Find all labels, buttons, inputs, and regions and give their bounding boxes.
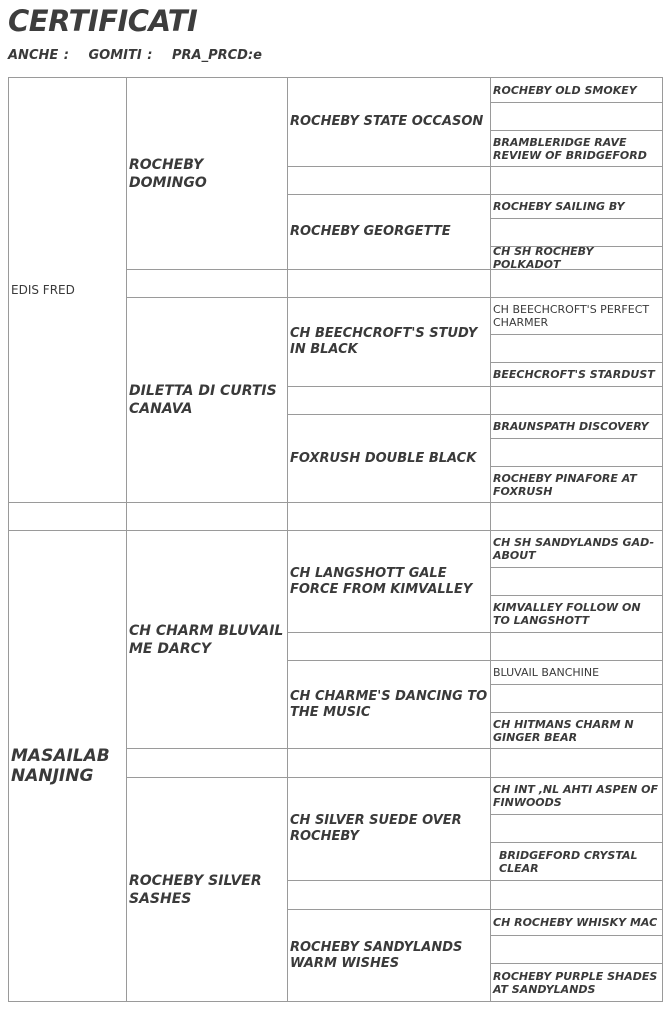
empty-cell	[126, 748, 288, 778]
dam-name: MASAILAB NANJING	[11, 746, 110, 786]
empty-cell	[126, 269, 288, 298]
dam-sire-name: CH CHARM BLUVAIL ME DARCY	[129, 622, 284, 657]
dd-sire-cell	[287, 777, 491, 881]
empty-cell	[490, 386, 663, 415]
empty-cell	[287, 502, 491, 531]
g4-cell	[490, 130, 663, 167]
g4-cell	[490, 414, 663, 439]
empty-cell	[490, 814, 663, 843]
ancestor-name: BRAMBLERIDGE RAVE REVIEW OF BRIDGEFORD	[493, 135, 647, 162]
ancestor-name: CH SH ROCHEBY POLKADOT	[493, 246, 594, 270]
ancestor-name: CH ROCHEBY WHISKY MAC	[493, 916, 658, 929]
empty-cell	[287, 386, 491, 415]
ancestor-name: CH BEECHCROFT'S PERFECT CHARMER	[493, 303, 650, 329]
empty-cell	[8, 502, 127, 531]
g4-cell	[490, 77, 663, 103]
ancestor-name: BRAUNSPATH DISCOVERY	[493, 420, 649, 433]
empty-cell	[490, 218, 663, 247]
empty-cell	[490, 502, 663, 531]
empty-cell	[490, 269, 663, 298]
sire-cell	[8, 77, 127, 503]
empty-cell	[490, 935, 663, 964]
elbows-label: GOMITI :	[88, 48, 153, 63]
hips-label: ANCHE :	[8, 48, 69, 63]
health-info	[8, 48, 262, 63]
empty-cell	[490, 748, 663, 778]
g4-cell	[490, 194, 663, 219]
g4-cell	[490, 963, 663, 1002]
dam-cell	[8, 530, 127, 1002]
empty-cell	[126, 502, 288, 531]
ancestor-name: CH INT ,NL AHTI ASPEN OF FINWOODS	[493, 783, 659, 809]
g4-cell	[490, 246, 663, 270]
empty-cell	[287, 880, 491, 910]
ancestor-name: CH SH SANDYLANDS GAD-ABOUT	[493, 536, 655, 562]
pra-label: PRA_PRCD:e	[171, 48, 262, 63]
sd-sire-cell	[287, 297, 491, 387]
dam-dam-name: ROCHEBY SILVER SASHES	[129, 872, 262, 907]
empty-cell	[490, 102, 663, 131]
ancestor-name: CH HITMANS CHARM N GINGER BEAR	[493, 717, 634, 744]
empty-cell	[287, 269, 491, 298]
empty-cell	[490, 438, 663, 467]
ancestor-name: ROCHEBY OLD SMOKEY	[493, 83, 637, 97]
empty-cell	[490, 567, 663, 596]
dd-sire-name: CH SILVER SUEDE OVER ROCHEBY	[290, 813, 462, 844]
ss-sire-name: ROCHEBY STATE OCCASON	[290, 114, 484, 129]
dd-dam-name: ROCHEBY SANDYLANDS WARM WISHES	[290, 939, 463, 971]
empty-cell	[287, 632, 491, 661]
empty-cell	[287, 748, 491, 778]
g4-cell	[490, 595, 663, 633]
empty-cell	[490, 334, 663, 363]
sire-name: EDIS FRED	[11, 283, 75, 297]
empty-cell	[490, 166, 663, 195]
ancestor-name: BRIDGEFORD CRYSTAL CLEAR	[499, 848, 638, 875]
dam-dam-cell	[126, 777, 288, 1002]
ancestor-name: KIMVALLEY FOLLOW ON TO LANGSHOTT	[493, 601, 641, 627]
ds-dam-cell	[287, 660, 491, 749]
g4-cell	[490, 660, 663, 685]
sire-dam-name: DILETTA DI CURTIS CANAVA	[129, 383, 277, 417]
g4-cell	[490, 909, 663, 936]
g4-cell	[490, 362, 663, 387]
g4-cell	[490, 712, 663, 749]
sire-sire-cell	[126, 77, 288, 270]
empty-cell	[490, 880, 663, 910]
g4-cell	[490, 297, 663, 335]
g4-cell	[490, 466, 663, 503]
ancestor-name: ROCHEBY PURPLE SHADES AT SANDYLANDS	[493, 969, 658, 996]
sd-dam-name: FOXRUSH DOUBLE BLACK	[290, 450, 477, 466]
sire-dam-cell	[126, 297, 288, 503]
ancestor-name: BLUVAIL BANCHINE	[493, 666, 600, 679]
dam-sire-cell	[126, 530, 288, 749]
ds-dam-name: CH CHARME'S DANCING TO THE MUSIC	[290, 688, 488, 720]
ds-sire-cell	[287, 530, 491, 633]
empty-cell	[490, 684, 663, 713]
ancestor-name: ROCHEBY SAILING BY	[493, 200, 625, 213]
empty-cell	[287, 166, 491, 195]
ss-sire-cell	[287, 77, 491, 167]
ancestor-name: ROCHEBY PINAFORE AT FOXRUSH	[493, 471, 637, 498]
ss-dam-name: ROCHEBY GEORGETTE	[290, 224, 451, 239]
ancestor-name: BEECHCROFT'S STARDUST	[493, 368, 655, 381]
g4-cell	[490, 777, 663, 815]
g4-cell	[490, 530, 663, 568]
ds-sire-name: CH LANGSHOTT GALE FORCE FROM KIMVALLEY	[290, 565, 473, 597]
g4-cell	[490, 842, 663, 881]
sd-dam-cell	[287, 414, 491, 503]
sd-sire-name: CH BEECHCROFT'S STUDY IN BLACK	[290, 326, 478, 357]
page-title: CERTIFICATI	[8, 4, 198, 38]
dd-dam-cell	[287, 909, 491, 1002]
empty-cell	[490, 632, 663, 661]
ss-dam-cell	[287, 194, 491, 270]
sire-sire-name: ROCHEBY DOMINGO	[129, 156, 207, 191]
